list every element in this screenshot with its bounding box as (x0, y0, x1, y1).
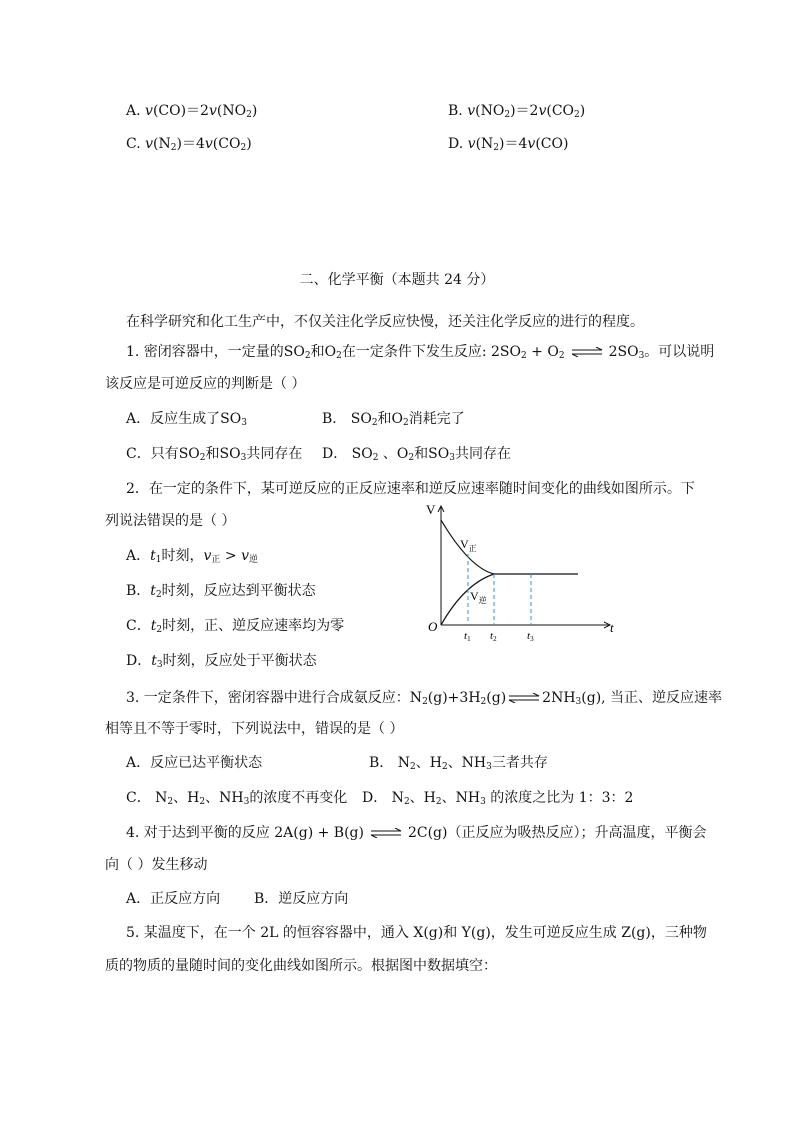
q5-stem-line2: 质的物质的量随时间的变化曲线如图所示。根据图中数据填空： (105, 958, 497, 974)
q1-option-d: D． $SO_2$ 、$O_2$和$SO_3$共同存在 (322, 446, 511, 463)
t3-label: t3 (527, 630, 534, 642)
q1-stem-line2: 该反应是可逆反应的判断是（ ） (105, 376, 306, 392)
q1-option-a: A．反应生成了$SO_3$ (126, 411, 247, 428)
q1-stem-line1: 1. 密闭容器中，一定量的$SO_2$和$O_2$在一定条件下发生反应: $2SO_2 + O_2$ $2SO_3$。可以说明 (126, 344, 715, 361)
choice-b: B. $v(NO_2)=2v(CO_2)$ (448, 103, 586, 120)
reversible-arrow-icon (370, 828, 402, 838)
q1-option-b: B． $SO_2$和$O_2$消耗完了 (322, 411, 465, 428)
q4-option-a: A．正反应方向 (126, 891, 221, 907)
q3-option-b: B． $N_2$、$H_2$、$NH_3$三者共存 (369, 755, 548, 772)
q4-stem-line2: 向（ ）发生移动 (105, 857, 208, 873)
choice-a: A. $v(CO)=2v(NO_2)$ (126, 103, 258, 120)
q4-option-b: B．逆反应方向 (254, 891, 349, 907)
q3-stem-line1: 3. 一定条件下，密闭容器中进行合成氨反应：$N_2(g)+3H_2(g)$ $2NH_3(g)$, 当正、逆反应速率 (126, 690, 723, 707)
t1-label: t1 (464, 630, 471, 642)
q2-stem-line2: 列说法错误的是（ ） (105, 513, 236, 529)
origin-label: O (428, 619, 438, 634)
reversible-arrow-icon (508, 693, 540, 703)
q2-option-b: B．$t_2$时刻，反应达到平衡状态 (126, 583, 316, 600)
q2-stem-line1: 2．在一定的条件下，某可逆反应的正反应速率和逆反应速率随时间变化的曲线如图所示。下 (126, 481, 695, 497)
q3-stem-line2: 相等且不等于零时，下列说法中，错误的是（ ） (105, 721, 404, 737)
q1-option-c: C．只有$SO_2$和$SO_3$共同存在 (126, 446, 303, 463)
choice-d: D. $v(N_2)=4v(CO)$ (448, 136, 569, 153)
forward-rate-label: $V_正$ (460, 537, 477, 553)
y-axis-label: V (426, 502, 436, 517)
section-title: 二、化学平衡（本题共 24 分） (299, 272, 495, 288)
q2-option-c: C．$t_2$时刻，正、逆反应速率均为零 (126, 618, 345, 635)
q2-option-d: D．$t_3$时刻，反应处于平衡状态 (126, 653, 317, 670)
x-axis-label: t (610, 620, 614, 635)
q3-option-d: D． $N_2$、$H_2$、$NH_3$ 的浓度之比为 1：3：2 (362, 790, 634, 807)
q2-option-a: A．$t_1$时刻，$v_正 > v_逆$ (126, 548, 259, 565)
q5-stem-line1: 5. 某温度下，在一个 2L 的恒容容器中，通入 X(g)和 Y(g)，发生可逆反应生成 Z(g)，三种物 (126, 925, 707, 941)
q3-option-c: C． $N_2$、$H_2$、$NH_3$的浓度不再变化 (126, 790, 348, 807)
reversible-arrow-icon (571, 347, 603, 357)
q4-stem-line1: 4. 对于达到平衡的反应 2A(g) + B(g) 2C(g)（正反应为吸热反应）；升高温度，平衡会 (126, 825, 707, 841)
section-intro: 在科学研究和化工生产中，不仅关注化学反应快慢，还关注化学反应的进行的程度。 (126, 314, 644, 330)
choice-c: C. $v(N_2)=4v(CO_2)$ (126, 136, 252, 153)
q3-option-a: A．反应已达平衡状态 (126, 755, 263, 771)
rate-time-graph (422, 500, 622, 642)
reverse-rate-label: $V_逆$ (470, 589, 487, 605)
t2-label: t2 (490, 630, 497, 642)
